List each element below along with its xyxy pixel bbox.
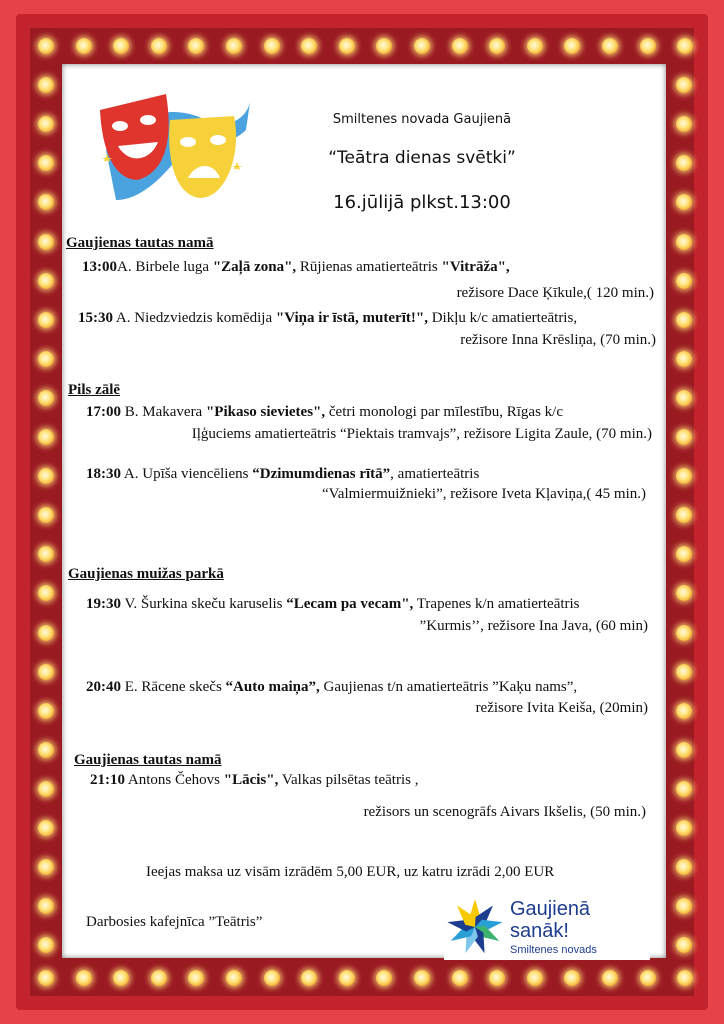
marquee-bulb [452,38,468,54]
event-title: "Zaļā zona", [212,259,297,275]
marquee-bulb [414,970,430,986]
marquee-bulb [602,970,618,986]
marquee-bulb [676,312,692,328]
event-line: 17:00 B. Makavera "Pikaso sievietes", četri monologi par mīlestību, Rīgas k/c [86,404,564,420]
event-line: 21:10 Antons Čehovs "Lācis", Valkas pilsētas teātris , [90,772,419,788]
marquee-bulb [414,38,430,54]
marquee-bulb [38,390,54,406]
event-director: režisore Ivita Keiša, (20min) [475,700,648,716]
event-director: Iļģuciems amatierteātris “Piektais tramvajs”, režisore Ligita Zaule, (70 min.) [191,426,652,442]
marquee-bulb [38,859,54,875]
marquee-bulb [640,38,656,54]
marquee-bulb [339,38,355,54]
section-heading: Gaujienas tautas namā [74,752,222,768]
marquee-bulb [76,38,92,54]
event-time: 17:00 [86,404,121,420]
event-line: 20:40 E. Rācene skečs “Auto maiņa”, Gaujienas t/n amatierteātris ”Kaķu nams”, [86,679,578,695]
section-heading: Pils zālē [68,382,121,398]
troupe-name: "Vitrāža", [441,259,510,275]
event-time: 13:00 [82,259,117,275]
event-title: “Lecam pa vecam", [286,596,414,612]
event-title: "Pikaso sievietes", [205,404,326,420]
event-line: 13:00A. Birbele luga "Zaļā zona", Rūjienas amatierteātris "Vitrāža", [82,259,510,275]
marquee-bulb [38,38,54,54]
logo-line1: Gaujienā [510,898,591,920]
marquee-bulb [676,859,692,875]
marquee-bulb [602,38,618,54]
marquee-bulb [640,970,656,986]
marquee-bulb [676,234,692,250]
marquee-bulb [38,703,54,719]
marquee-bulb [676,429,692,445]
event-time: 15:30 [78,310,113,326]
event-time: 20:40 [86,679,121,695]
event-title: “Dzimumdienas rītā” [252,466,391,482]
marquee-bulb [676,77,692,93]
cafe-info: Darbosies kafejnīca ”Teātris” [86,914,263,930]
marquee-bulb [527,970,543,986]
event-time: 21:10 [90,772,125,788]
event-director: “Valmiermuižnieki”, režisore Iveta Kļaviņa,( 45 min.) [321,486,646,502]
price-info: Ieejas maksa uz visām izrādēm 5,00 EUR, uz katru izrādi 2,00 EUR [146,864,555,880]
marquee-bulb [676,468,692,484]
theatre-masks-icon [96,90,254,208]
marquee-bulb [38,429,54,445]
marquee-bulb [38,742,54,758]
event-title: "Viņa ir īstā, muterīt!", [275,310,428,326]
marquee-bulb [264,38,280,54]
event-director: režisore Dace Ķīkule,( 120 min.) [456,285,654,301]
event-director: režisore Inna Krēsliņa, (70 min.) [460,332,656,348]
logo-line3: Smiltenes novads [510,944,597,956]
event-line: 19:30 V. Šurkina skeču karuselis “Lecam pa vecam", Trapenes k/n amatierteātris [86,596,580,612]
marquee-bulb [38,312,54,328]
event-line: 15:30 A. Niedzviedzis komēdija "Viņa ir īstā, muterīt!", Dikļu k/c amatierteātris, [78,310,578,326]
marquee-bulb [676,351,692,367]
event-director: ”Kurmis’’, režisore Ina Java, (60 min) [419,618,648,634]
marquee-bulb [264,970,280,986]
marquee-bulb [226,970,242,986]
marquee-bulb [339,970,355,986]
marquee-bulb [676,781,692,797]
event-line: 18:30 A. Upīša viencēliens “Dzimumdienas rītā”, amatierteātris [86,466,480,482]
event-time: 18:30 [86,466,121,482]
event-title: "Lācis", [223,772,279,788]
logo-line2: sanāk! [510,920,569,942]
marquee-bulb [676,664,692,680]
marquee-bulb [38,970,54,986]
marquee-bulb [38,468,54,484]
marquee-bulb [38,781,54,797]
marquee-bulb [38,820,54,836]
marquee-bulb [76,970,92,986]
marquee-bulb [676,742,692,758]
event-title: “Auto maiņa”, [225,679,320,695]
page-title: “Teātra dienas svētki” [328,148,516,168]
event-director: režisors un scenogrāfs Aivars Ikšelis, (50 min.) [363,804,646,820]
marquee-bulb [452,970,468,986]
marquee-bulb [38,77,54,93]
poster-page [62,64,666,958]
event-time: 19:30 [86,596,121,612]
marquee-bulb [676,625,692,641]
section-heading: Gaujienas tautas namā [66,235,214,251]
marquee-bulb [527,38,543,54]
marquee-bulb [38,625,54,641]
marquee-bulb [676,273,692,289]
marquee-bulb [38,351,54,367]
flower-logo-icon [444,896,506,958]
marquee-bulb [38,234,54,250]
marquee-bulb [151,38,167,54]
marquee-bulb [151,970,167,986]
marquee-bulb [676,820,692,836]
marquee-bulb [38,273,54,289]
region-logo [444,888,650,960]
marquee-bulb [676,703,692,719]
marquee-bulb [226,38,242,54]
event-date: 16.jūlijā plkst.13:00 [333,192,511,213]
marquee-bulb [38,664,54,680]
marquee-bulb [676,390,692,406]
header-location: Smiltenes novada Gaujienā [332,112,512,127]
section-heading: Gaujienas muižas parkā [68,566,224,582]
